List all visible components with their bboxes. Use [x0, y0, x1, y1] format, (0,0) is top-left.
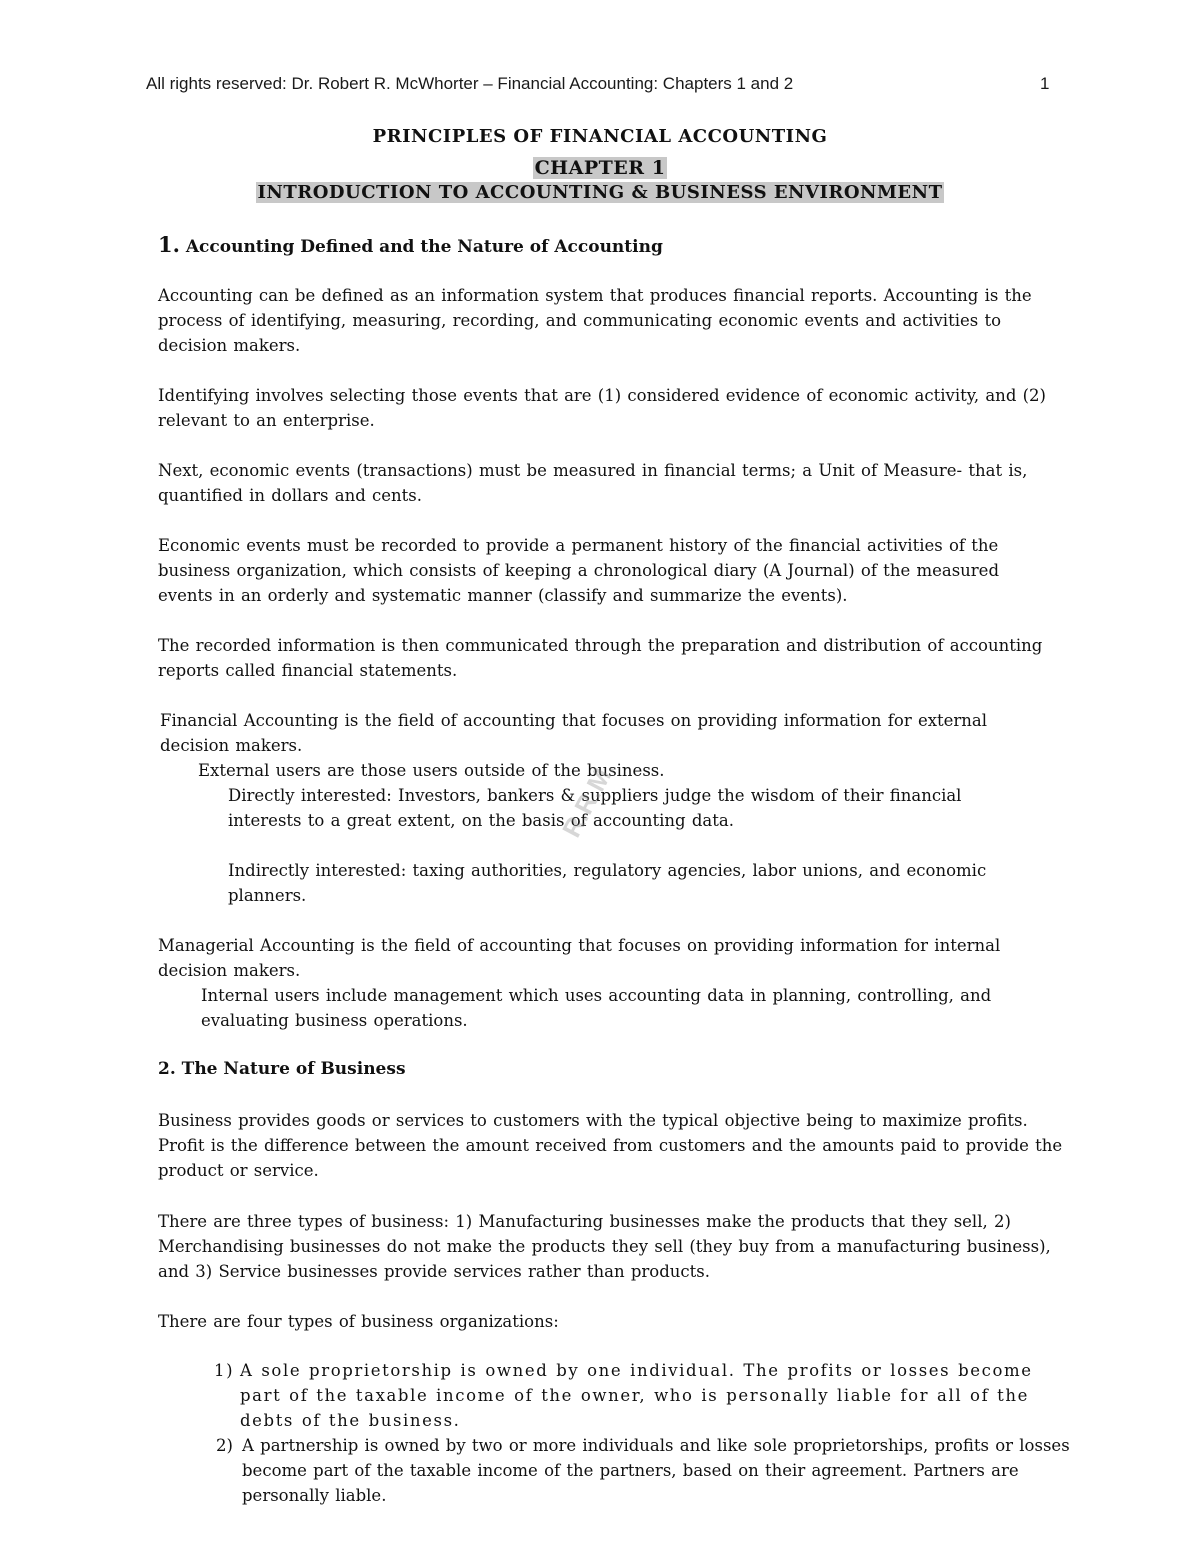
- paragraph-indent: Internal users include management which uses accounting data in planning, controlling, and evaluating business operations.: [201, 986, 992, 1030]
- list-item: [214, 1358, 1070, 1433]
- chapter-title: [0, 157, 1200, 179]
- paragraph-indent: Directly interested: Investors, bankers & suppliers judge the wisdom of their financial interests to a great extent, on the basis of accounting data.: [228, 786, 962, 830]
- watermark: R.R.M.: [556, 756, 621, 843]
- paragraph: There are three types of business: 1) Manufacturing businesses make the products that they sell, 2) Merchandising businesses do not make the products they sell (they buy from a manufacturing business), and 3) Service businesses provide services rather than products.: [158, 1212, 1051, 1281]
- running-header: All rights reserved: Dr. Robert R. McWhorter – Financial Accounting: Chapters 1 and 2: [146, 74, 794, 93]
- list-item-text: A sole proprietorship is owned by one individual. The profits or losses become part of the taxable income of the owner, who is personally liable for all of the debts of the business.: [240, 1361, 1033, 1430]
- paragraph: Next, economic events (transactions) must be measured in financial terms; a Unit of Measure- that is, quantified in dollars and cents.: [158, 461, 1028, 505]
- list-item-text: A partnership is owned by two or more individuals and like sole proprietorships, profits or losses become part of the taxable income of the partners, based on their agreement. Partners are personally liable.: [242, 1436, 1070, 1505]
- chapter-subtitle-text: INTRODUCTION TO ACCOUNTING & BUSINESS ENVIRONMENT: [257, 182, 943, 203]
- list-item: [216, 1433, 1072, 1508]
- section-1-heading-text: Accounting Defined and the Nature of Accounting: [185, 237, 663, 257]
- paragraph: Business provides goods or services to customers with the typical objective being to maximize profits. Profit is the difference between the amount received from customers and the amounts paid to provide the product or service.: [158, 1111, 1063, 1180]
- chapter-label: CHAPTER 1: [534, 157, 666, 179]
- list-marker: 2): [216, 1436, 233, 1455]
- paragraph: Financial Accounting is the field of accounting that focuses on providing information for external decision makers.: [160, 711, 988, 755]
- paragraph-indent: External users are those users outside of the business.: [198, 761, 665, 780]
- paragraph: Identifying involves selecting those events that are (1) considered evidence of economic activity, and (2) relevant to an enterprise.: [158, 386, 1046, 430]
- chapter-subtitle: [0, 182, 1200, 203]
- paragraph: Managerial Accounting is the field of accounting that focuses on providing information for internal decision makers.: [158, 936, 1001, 980]
- paragraph: There are four types of business organizations:: [158, 1312, 559, 1331]
- section-1-number: 1.: [158, 232, 180, 257]
- paragraph: The recorded information is then communicated through the preparation and distribution of accounting reports called financial statements.: [158, 636, 1043, 680]
- paragraph: Economic events must be recorded to provide a permanent history of the financial activities of the business organization, which consists of keeping a chronological diary (A Journal) of the measured events in an orderly and systematic manner (classify and summarize the events).: [158, 536, 1000, 605]
- paragraph-indent: Indirectly interested: taxing authorities, regulatory agencies, labor unions, and economic planners.: [228, 861, 987, 905]
- section-1-heading: [158, 232, 663, 257]
- list-marker: 1): [214, 1361, 235, 1380]
- paragraph: Accounting can be defined as an information system that produces financial reports. Accounting is the process of identifying, measuring, recording, and communicating economic events and activities to decision makers.: [158, 286, 1032, 355]
- page-number: 1: [1040, 74, 1050, 93]
- document-title: PRINCIPLES OF FINANCIAL ACCOUNTING: [372, 126, 828, 147]
- section-2-heading: 2. The Nature of Business: [158, 1059, 406, 1079]
